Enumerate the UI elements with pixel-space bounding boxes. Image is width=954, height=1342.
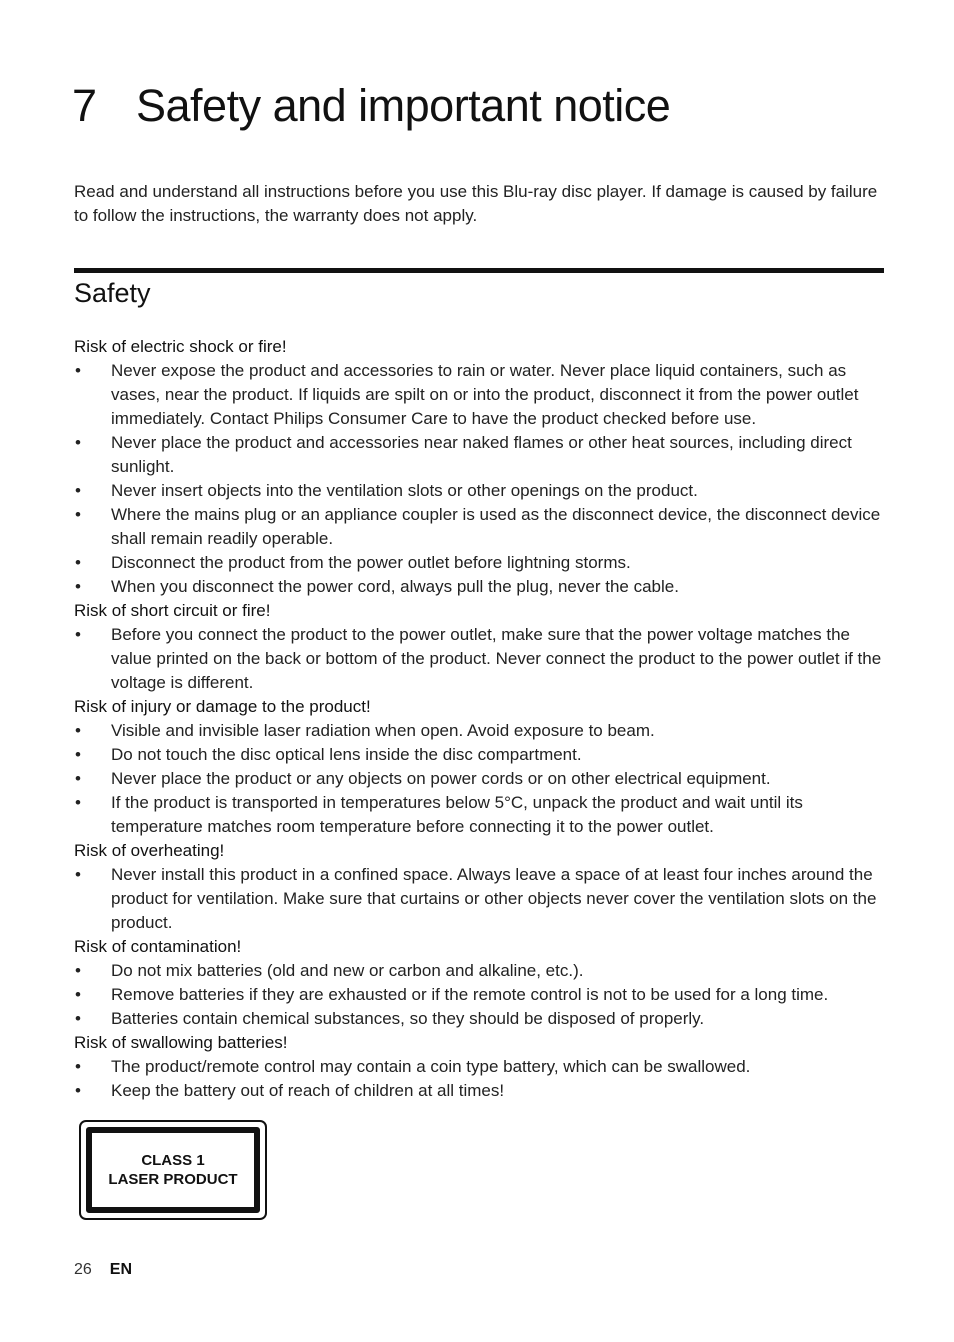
risk-bullet-list <box>74 1055 886 1103</box>
bullet-text: Before you connect the product to the power outlet, make sure that the power voltage matches the value printed on the back or bottom of the product. Never connect the product to the power outlet if the voltage is different. <box>111 625 882 692</box>
bullet-dot: • <box>75 577 81 596</box>
bullet-text: If the product is transported in temperatures below 5°C, unpack the product and wait until its temperature matches room temperature before connecting it to the power outlet. <box>111 793 803 836</box>
language-code: EN <box>109 1261 133 1278</box>
bullet-text: When you disconnect the power cord, always pull the plug, never the cable. <box>111 577 679 596</box>
page-number: 26 <box>74 1261 92 1278</box>
bullet-dot: • <box>75 553 81 572</box>
bullet-item <box>74 503 886 551</box>
bullet-item <box>74 719 886 743</box>
bullet-item <box>74 791 886 839</box>
bullet-dot: • <box>75 1057 81 1076</box>
bullet-dot: • <box>75 865 81 884</box>
bullet-dot: • <box>75 361 81 380</box>
section-title: Safety <box>74 278 151 308</box>
bullet-text: Never insert objects into the ventilation slots or other openings on the product. <box>111 481 698 500</box>
bullet-item <box>74 551 886 575</box>
chapter-title: Safety and important notice <box>136 80 671 131</box>
bullet-dot: • <box>75 481 81 500</box>
bullet-text: Where the mains plug or an appliance coupler is used as the disconnect device, the disconnect device shall remain readily operable. <box>111 505 881 548</box>
bullet-text: Never place the product or any objects on power cords or on other electrical equipment. <box>111 769 771 788</box>
intro-paragraph: Read and understand all instructions before you use this Blu-ray disc player. If damage is caused by failure to follow the instructions, the warranty does not apply. <box>74 182 878 225</box>
bullet-text: Keep the battery out of reach of children at all times! <box>111 1081 505 1100</box>
bullet-item <box>74 575 886 599</box>
risk-bullet-list <box>74 359 886 599</box>
bullet-item <box>74 1055 886 1079</box>
bullet-item <box>74 863 886 935</box>
laser-label-inner <box>86 1127 260 1213</box>
bullet-dot: • <box>75 433 81 452</box>
bullet-dot: • <box>75 793 81 812</box>
bullet-dot: • <box>75 1009 81 1028</box>
bullet-item <box>74 767 886 791</box>
bullet-text: Do not touch the disc optical lens inside the disc compartment. <box>111 745 582 764</box>
bullet-dot: • <box>75 505 81 524</box>
bullet-item <box>74 431 886 479</box>
bullet-text: Disconnect the product from the power outlet before lightning storms. <box>111 553 631 572</box>
risk-group-title: Risk of swallowing batteries! <box>74 1033 288 1052</box>
safety-content <box>74 335 886 1103</box>
risk-group-title: Risk of injury or damage to the product! <box>74 697 371 716</box>
bullet-item <box>74 1079 886 1103</box>
chapter-heading <box>72 80 670 132</box>
risk-group-title: Risk of electric shock or fire! <box>74 337 287 356</box>
bullet-dot: • <box>75 769 81 788</box>
bullet-text: Never place the product and accessories near naked flames or other heat sources, including direct sunlight. <box>111 433 852 476</box>
laser-label-line1: CLASS 1 <box>141 1152 205 1169</box>
risk-bullet-list <box>74 959 886 1031</box>
risk-group-title: Risk of short circuit or fire! <box>74 601 271 620</box>
bullet-dot: • <box>75 625 81 644</box>
bullet-text: The product/remote control may contain a coin type battery, which can be swallowed. <box>111 1057 751 1076</box>
bullet-item <box>74 743 886 767</box>
page-footer <box>74 1261 132 1279</box>
bullet-dot: • <box>75 985 81 1004</box>
risk-bullet-list <box>74 719 886 839</box>
bullet-dot: • <box>75 745 81 764</box>
bullet-text: Do not mix batteries (old and new or carbon and alkaline, etc.). <box>111 961 584 980</box>
bullet-text: Never expose the product and accessories to rain or water. Never place liquid containers, such as vases, near the product. If liquids are spilt on or into the product, disconnect it from the power outlet immediately. Contact Philips Consumer Care to have the product checked before use. <box>111 361 859 428</box>
risk-bullet-list <box>74 863 886 935</box>
bullet-item <box>74 959 886 983</box>
bullet-dot: • <box>75 721 81 740</box>
section-divider <box>74 268 884 273</box>
chapter-number: 7 <box>72 80 97 131</box>
bullet-text: Batteries contain chemical substances, so they should be disposed of properly. <box>111 1009 705 1028</box>
risk-group-title: Risk of contamination! <box>74 937 242 956</box>
bullet-dot: • <box>75 1081 81 1100</box>
bullet-text: Remove batteries if they are exhausted or if the remote control is not to be used for a long time. <box>111 985 829 1004</box>
bullet-item <box>74 623 886 695</box>
bullet-text: Visible and invisible laser radiation when open. Avoid exposure to beam. <box>111 721 655 740</box>
bullet-item <box>74 359 886 431</box>
risk-group-title: Risk of overheating! <box>74 841 225 860</box>
laser-label-line2: LASER PRODUCT <box>108 1171 238 1188</box>
bullet-item <box>74 983 886 1007</box>
laser-class-label <box>79 1120 267 1220</box>
bullet-dot: • <box>75 961 81 980</box>
bullet-item <box>74 479 886 503</box>
bullet-text: Never install this product in a confined space. Always leave a space of at least four inches around the product for ventilation. Make sure that curtains or other objects never cover the ventilation slots on the product. <box>111 865 877 932</box>
bullet-item <box>74 1007 886 1031</box>
risk-bullet-list <box>74 623 886 695</box>
